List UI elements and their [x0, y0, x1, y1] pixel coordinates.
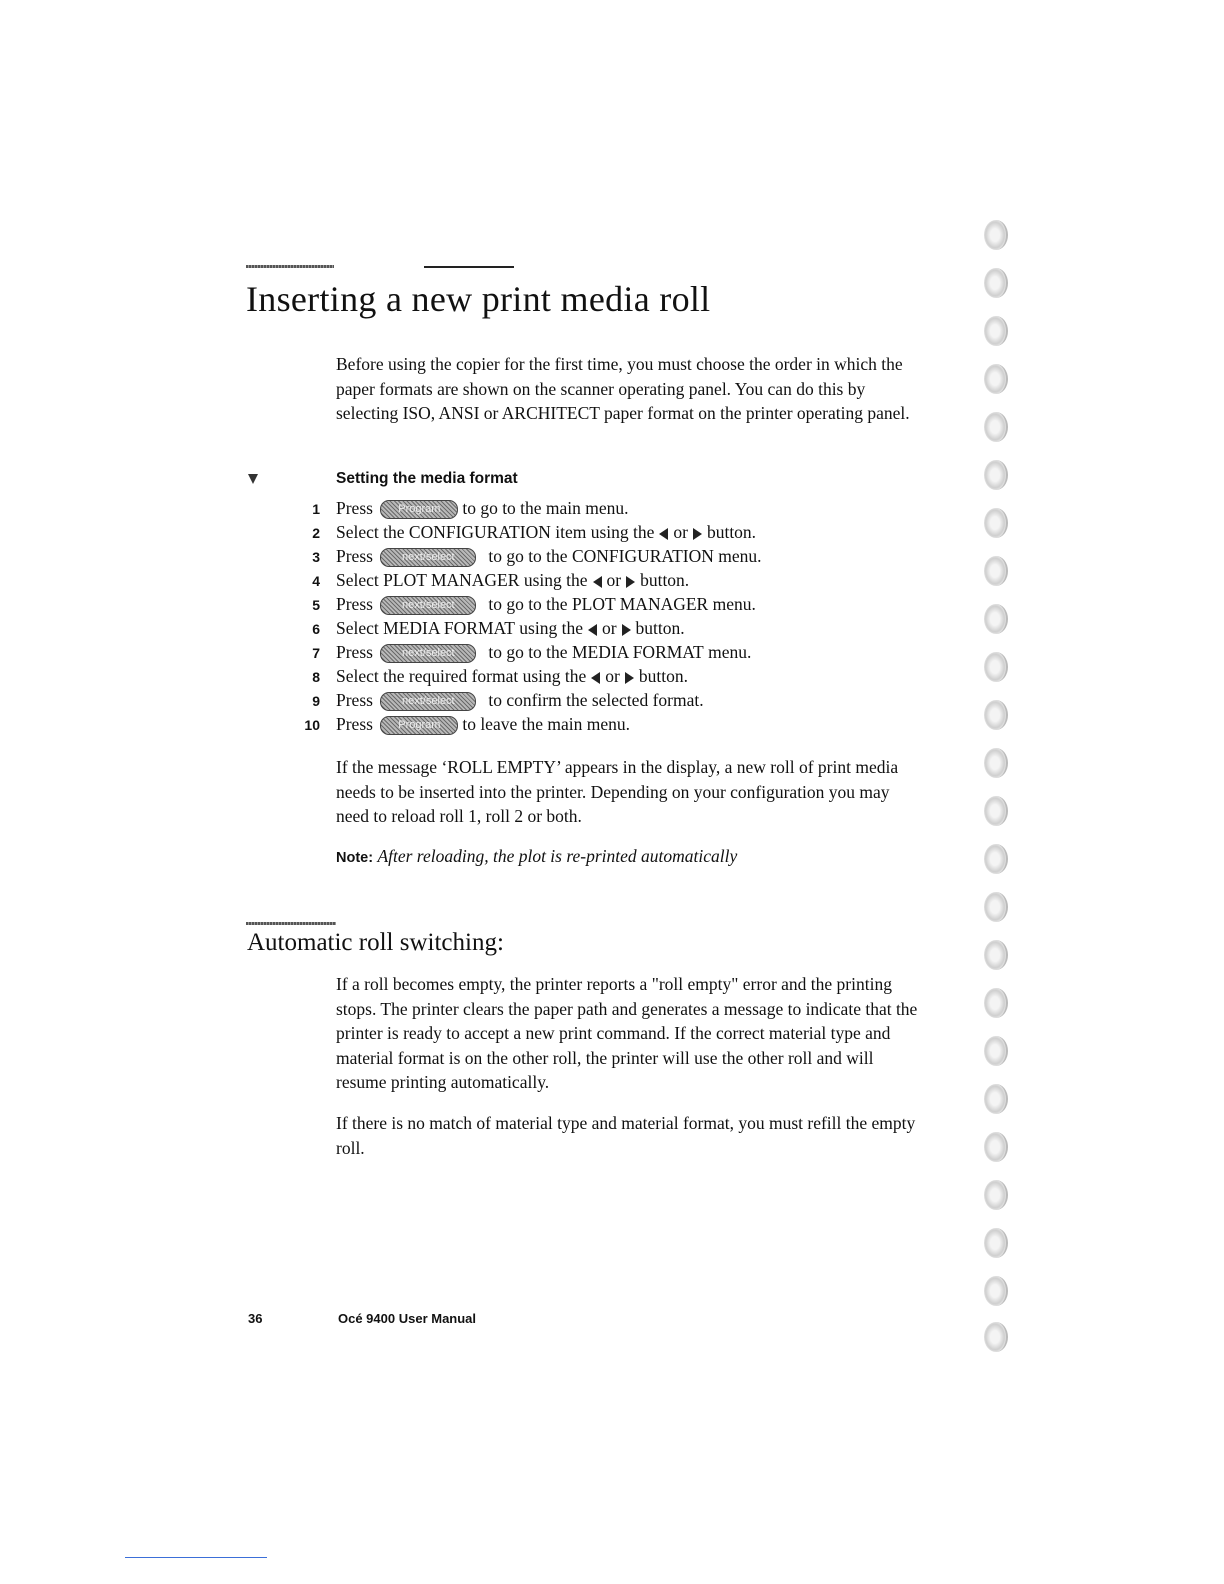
step-10	[300, 712, 762, 736]
binder-hole-icon	[984, 1322, 1008, 1352]
step-text: menu.	[712, 594, 756, 614]
step-text: Select the	[336, 522, 405, 542]
left-arrow-icon	[659, 528, 668, 540]
binder-hole-icon	[984, 412, 1008, 442]
binder-hole-icon	[984, 1180, 1008, 1210]
step-text: button.	[706, 522, 757, 542]
binder-hole-icon	[984, 220, 1008, 250]
step-4	[300, 568, 762, 592]
section-heading: Automatic roll switching:	[247, 929, 504, 956]
menu-item-name: CONFIGURATION	[408, 522, 551, 542]
step-number: 8	[312, 669, 320, 685]
step-5	[300, 592, 762, 616]
binder-hole-icon	[984, 1228, 1008, 1258]
step-text: item using the	[555, 522, 655, 542]
binder-hole-icon	[984, 268, 1008, 298]
step-1	[300, 496, 762, 520]
menu-item-name: CONFIGURATION	[571, 546, 714, 566]
menu-item-name: PLOT MANAGER	[383, 570, 520, 590]
step-text: Press	[336, 642, 373, 662]
binder-hole-icon	[984, 748, 1008, 778]
step-9	[300, 688, 762, 712]
step-text: to go to the main menu.	[462, 498, 629, 518]
step-7	[300, 640, 762, 664]
page-number: 36	[248, 1311, 263, 1326]
next-select-key-icon: next/select	[380, 692, 476, 711]
right-arrow-icon	[626, 576, 635, 588]
steps-list	[300, 496, 762, 736]
menu-item-name: MEDIA FORMAT	[571, 642, 704, 662]
auto-switch-paragraph-2: If there is no match of material type and material format, you must refill the empty roll.	[336, 1113, 916, 1158]
binder-hole-icon	[984, 700, 1008, 730]
binder-hole-icon	[984, 940, 1008, 970]
left-arrow-icon	[588, 624, 597, 636]
step-text: Select	[336, 618, 379, 638]
binder-hole-icon	[984, 796, 1008, 826]
binder-hole-icon	[984, 1276, 1008, 1306]
step-text: Press	[336, 714, 373, 734]
binder-hole-icon	[984, 604, 1008, 634]
auto-switch-paragraph-1: If a roll becomes empty, the printer reports a "roll empty" error and the printing stops. The printer clears the paper path and generates a message to indicate that the printer is ready to accept a new print command. If the correct material type and material format is on the other roll, the printer will use the other roll and will resume printing automatically.	[336, 974, 918, 1092]
step-text: button.	[640, 570, 690, 590]
heading-rule-left	[246, 265, 334, 268]
step-text: Select the required format using the	[336, 666, 587, 686]
footer-title: Océ 9400 User Manual	[338, 1311, 477, 1326]
step-text: to go to the	[488, 594, 568, 614]
step-text: to confirm the selected format.	[488, 690, 704, 710]
page-title: Inserting a new print media roll	[246, 279, 711, 319]
step-text: Press	[336, 690, 373, 710]
step-number: 4	[312, 573, 320, 589]
step-text: using the	[523, 570, 588, 590]
right-arrow-icon	[693, 528, 702, 540]
step-text: or	[606, 570, 622, 590]
step-number: 1	[312, 501, 320, 517]
intro-paragraph: Before using the copier for the first time, you must choose the order in which the paper formats are shown on the scanner operating panel. You can do this by selecting ISO, ANSI or ARCHITECT paper format on the printer operating panel.	[336, 354, 910, 423]
step-8	[300, 664, 762, 688]
binder-hole-icon	[984, 1036, 1008, 1066]
left-arrow-icon	[593, 576, 602, 588]
section-rule	[246, 922, 336, 925]
step-number: 5	[312, 597, 320, 613]
step-3	[300, 544, 762, 568]
binder-hole-icon	[984, 892, 1008, 922]
binder-hole-icon	[984, 556, 1008, 586]
roll-empty-paragraph: If the message ‘ROLL EMPTY’ appears in the display, a new roll of print media needs to be inserted into the printer. Depending on your configuration you may need to reload roll 1, roll 2 or both.	[336, 757, 899, 826]
step-text: using the	[519, 618, 583, 638]
step-text: or	[673, 522, 688, 542]
step-text: menu.	[718, 546, 762, 566]
step-text: or	[605, 666, 620, 686]
step-number: 2	[312, 525, 320, 541]
program-key-icon: Program	[380, 500, 458, 519]
note	[336, 846, 737, 867]
step-number: 3	[312, 549, 320, 565]
next-select-key-icon: next/select	[380, 644, 476, 663]
step-text: to go to the	[488, 642, 568, 662]
binder-hole-icon	[984, 652, 1008, 682]
step-text: Select	[336, 570, 379, 590]
step-text: button.	[638, 666, 688, 686]
step-number: 7	[312, 645, 320, 661]
binder-hole-icon	[984, 988, 1008, 1018]
binder-hole-icon	[984, 1132, 1008, 1162]
binder-hole-icon	[984, 508, 1008, 538]
binder-hole-icon	[984, 364, 1008, 394]
step-2	[300, 520, 762, 544]
program-key-icon: Program	[380, 716, 458, 735]
bottom-divider	[125, 1557, 267, 1558]
step-text: Press	[336, 498, 373, 518]
binder-hole-icon	[984, 316, 1008, 346]
step-text: Press	[336, 594, 373, 614]
left-arrow-icon	[591, 672, 600, 684]
step-6	[300, 616, 762, 640]
step-text: to leave the main menu.	[462, 714, 630, 734]
next-select-key-icon: next/select	[380, 596, 476, 615]
step-text: or	[601, 618, 617, 638]
section-subheading: Setting the media format	[336, 470, 518, 487]
step-number: 10	[304, 717, 320, 733]
menu-item-name: PLOT MANAGER	[571, 594, 709, 614]
note-text: After reloading, the plot is re-printed automatically	[377, 846, 738, 866]
right-arrow-icon	[622, 624, 631, 636]
step-number: 6	[312, 621, 320, 637]
step-number: 9	[312, 693, 320, 709]
binder-hole-icon	[984, 460, 1008, 490]
step-text: to go to the	[488, 546, 568, 566]
binder-hole-icon	[984, 844, 1008, 874]
next-select-key-icon: next/select	[380, 548, 476, 567]
menu-item-name: MEDIA FORMAT	[383, 618, 515, 638]
binder-hole-icon	[984, 1084, 1008, 1114]
right-arrow-icon	[625, 672, 634, 684]
note-label: Note:	[336, 850, 374, 866]
step-text: button.	[635, 618, 685, 638]
heading-rule-right	[424, 266, 514, 268]
step-text: menu.	[708, 642, 752, 662]
step-text: Press	[336, 546, 373, 566]
triangle-bullet-icon	[248, 474, 258, 484]
